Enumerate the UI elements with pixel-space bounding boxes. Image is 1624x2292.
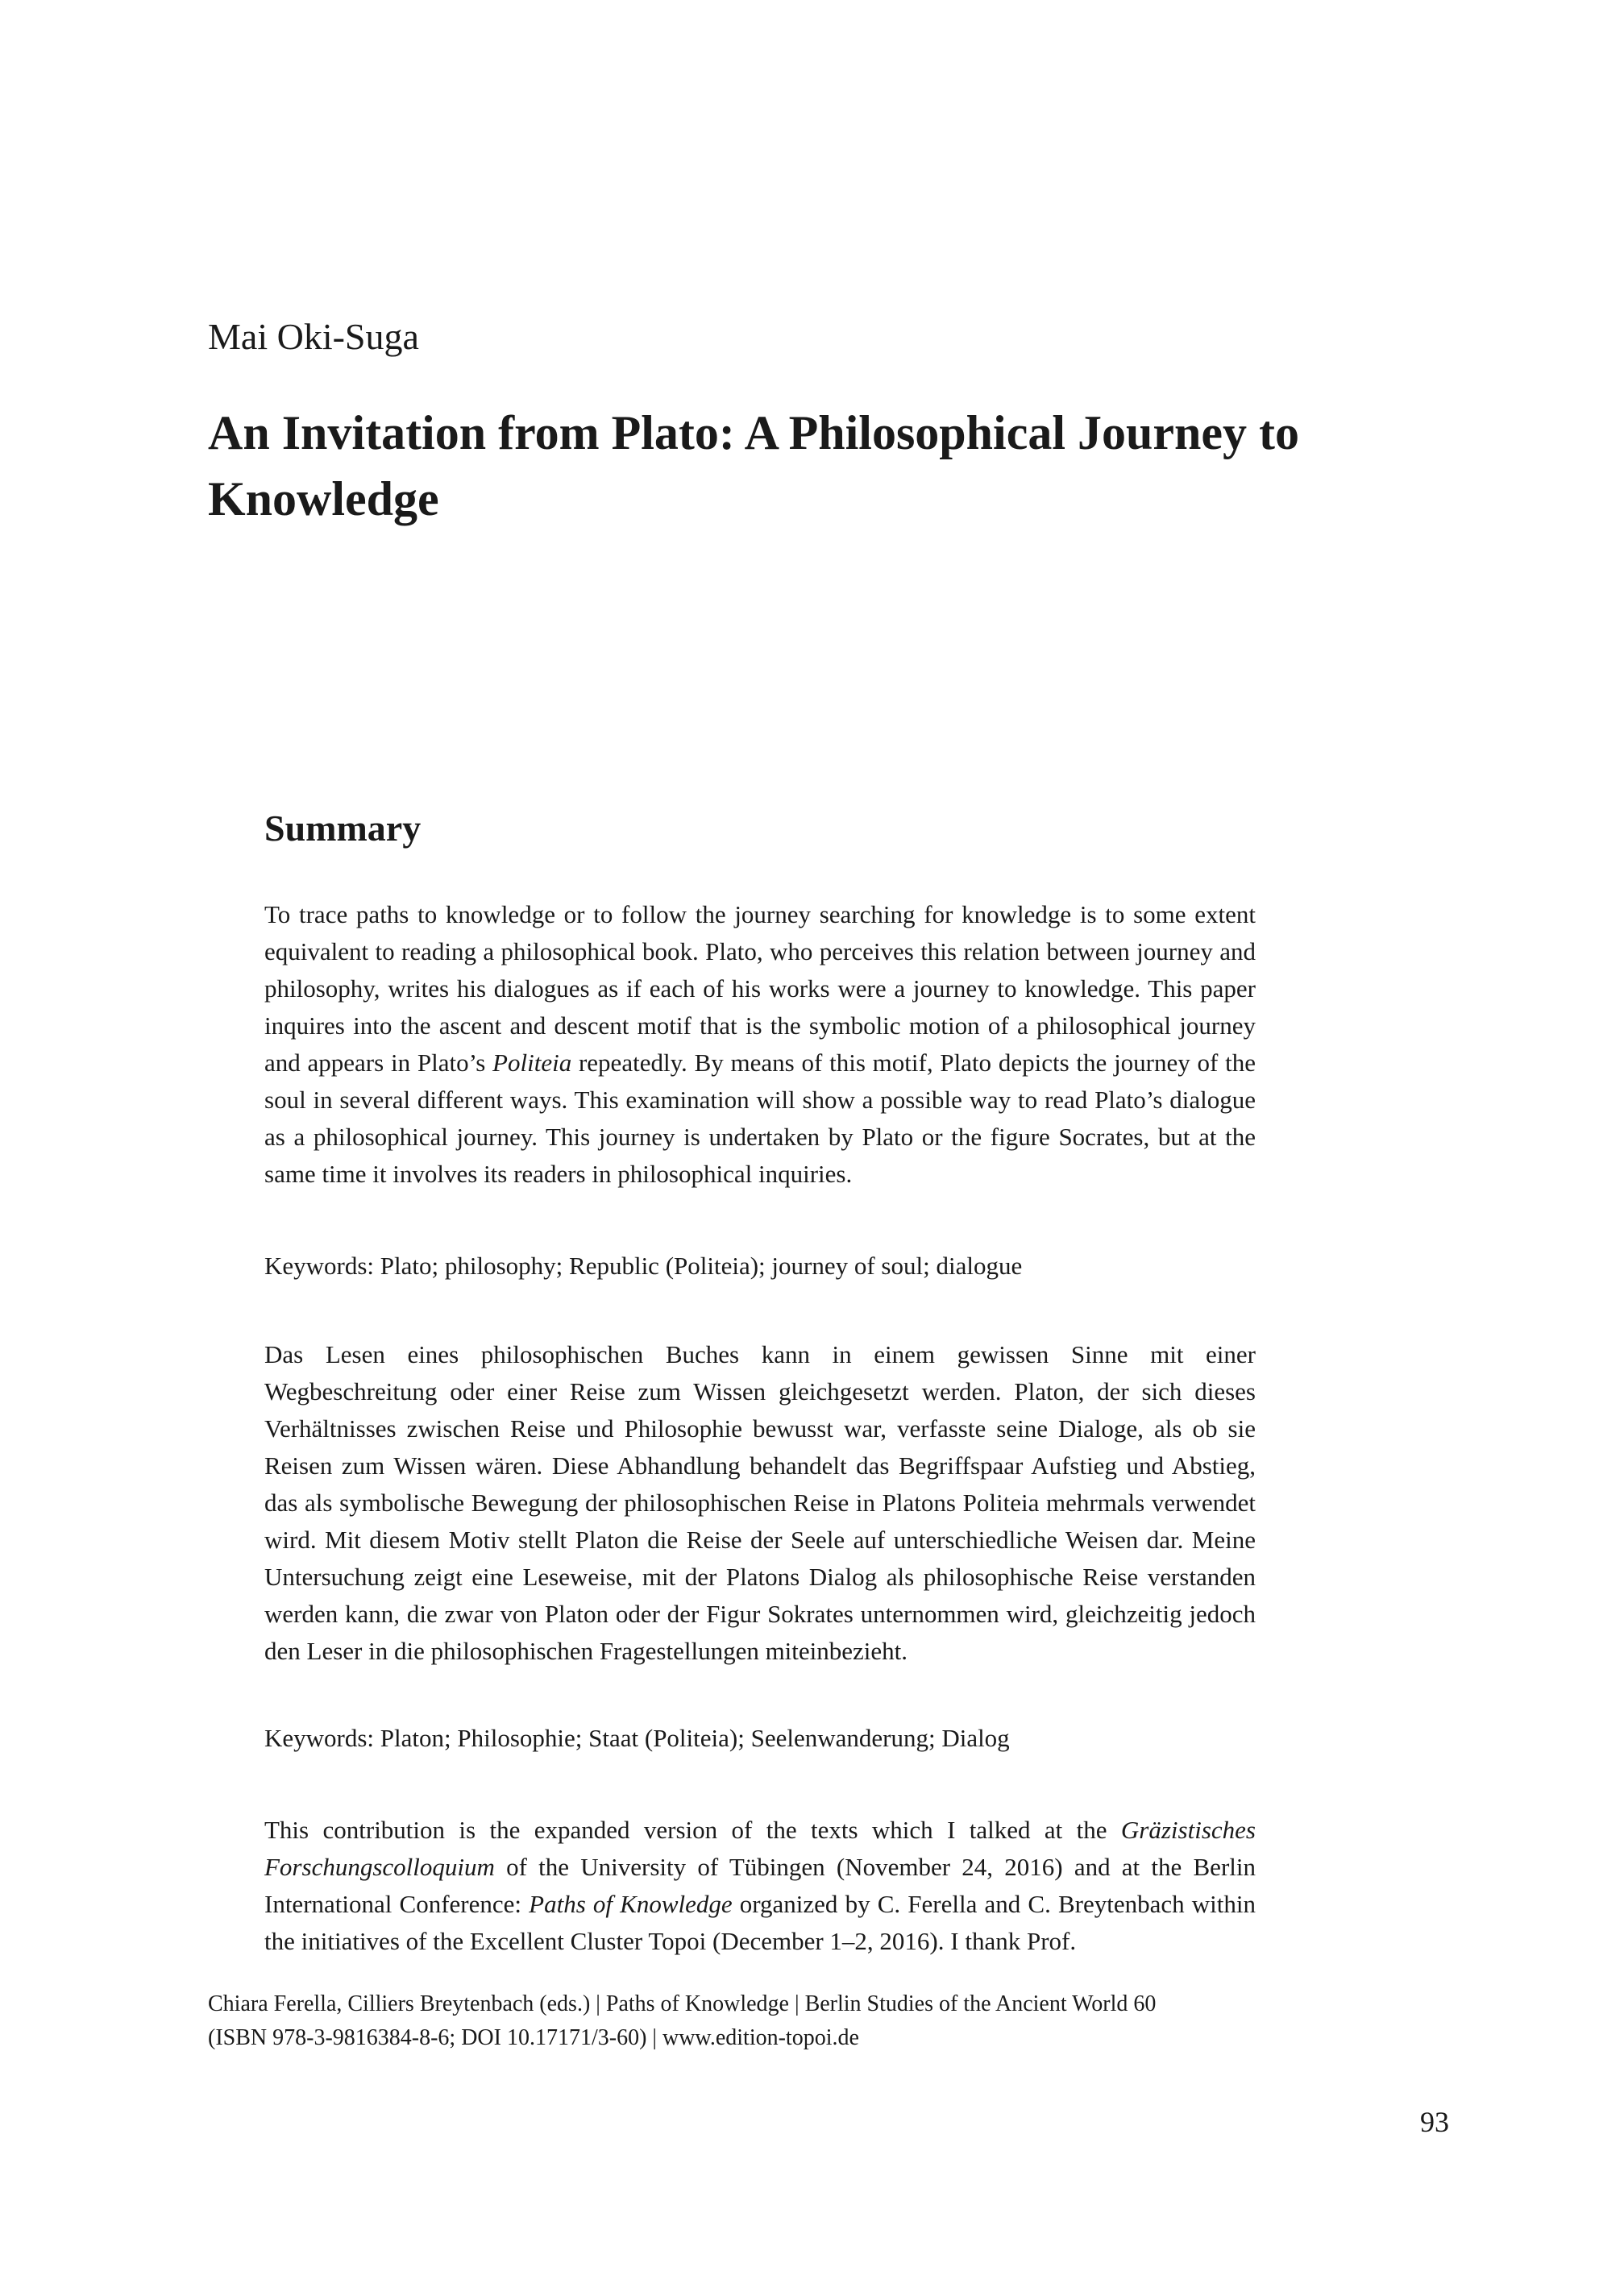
keywords-english: Keywords: Plato; philosophy; Republic (Politeia); journey of soul; dialogue xyxy=(264,1252,1023,1280)
summary-heading: Summary xyxy=(264,808,422,849)
note-part3: organized by C. Ferella and C. Breytenbach within the initiatives of the Excellent Cluster Topoi (December 1–2, 2016). I thank Prof. xyxy=(264,1890,1256,1955)
article-title: An Invitation from Plato: A Philosophical Journey to Knowledge xyxy=(208,406,1299,525)
note-part2: of the University of Tübingen (November 24, 2016) and at the Berlin International Conference: xyxy=(264,1853,1256,1918)
abstract-german: Das Lesen eines philosophischen Buches kann in einem gewissen Sinne mit einer Wegbeschreitung oder einer Reise zum Wissen gleichgesetzt werden. Platon, der sich dieses Verhältnisses zwischen Reise und Philosophie bewusst war, verfasste seine Dialoge, als ob sie Reisen zum Wissen wären. Diese Abhandlung behandelt das Begriffspaar Aufstieg und Abstieg, das als symbolische Bewegung der philosophischen Reise in Platons Politeia mehrmals verwendet wird. Mit diesem Motiv stellt Platon die Reise der Seele auf unterschiedliche Weisen dar. Meine Untersuchung zeigt eine Leseweise, mit der Platons Dialog als philosophische Reise verstanden werden kann, die zwar von Platon oder der Figur Sokrates unternommen wird, gleichzeitig jedoch den Leser in die philosophischen Fragestellungen miteinbezieht. xyxy=(264,1340,1256,1665)
abstract-english xyxy=(264,896,1256,1193)
footer-line-1: Chiara Ferella, Cilliers Breytenbach (eds.) | Paths of Knowledge | Berlin Studies of the Ancient World 60 xyxy=(208,1991,1157,2016)
keywords-german: Keywords: Platon; Philosophie; Staat (Politeia); Seelenwanderung; Dialog xyxy=(264,1724,1010,1752)
note-part1: This contribution is the expanded version of the texts which I talked at the xyxy=(264,1816,1121,1844)
author-name: Mai Oki-Suga xyxy=(208,316,419,357)
acknowledgement-note xyxy=(264,1812,1256,1960)
note-italic-colloquium: Gräzistisches Forschungscolloquium xyxy=(264,1816,1256,1881)
footer-line-2: (ISBN 978-3-9816384-8-6; DOI 10.17171/3-60) | www.edition-topoi.de xyxy=(208,2025,859,2050)
abstract-english-italic: Politeia xyxy=(492,1048,572,1077)
page-number: 93 xyxy=(1420,2106,1449,2138)
abstract-english-part1: To trace paths to knowledge or to follow the journey searching for knowledge is to some extent equivalent to reading a philosophical book. Plato, who perceives this relation between journey and philosophy, writes his dialogues as if each of his works were a journey to knowledge. This paper inquires into the ascent and descent motif that is the symbolic motion of a philosophical journey and appears in Plato’s xyxy=(264,900,1256,1077)
publication-footer xyxy=(208,1987,1336,2055)
note-italic-conference: Paths of Knowledge xyxy=(529,1890,733,1918)
abstract-english-part2: repeatedly. By means of this motif, Plato depicts the journey of the soul in several different ways. This examination will show a possible way to read Plato’s dialogue as a philosophical journey. This journey is undertaken by Plato or the figure Socrates, but at the same time it involves its readers in philosophical inquiries. xyxy=(264,1048,1256,1188)
